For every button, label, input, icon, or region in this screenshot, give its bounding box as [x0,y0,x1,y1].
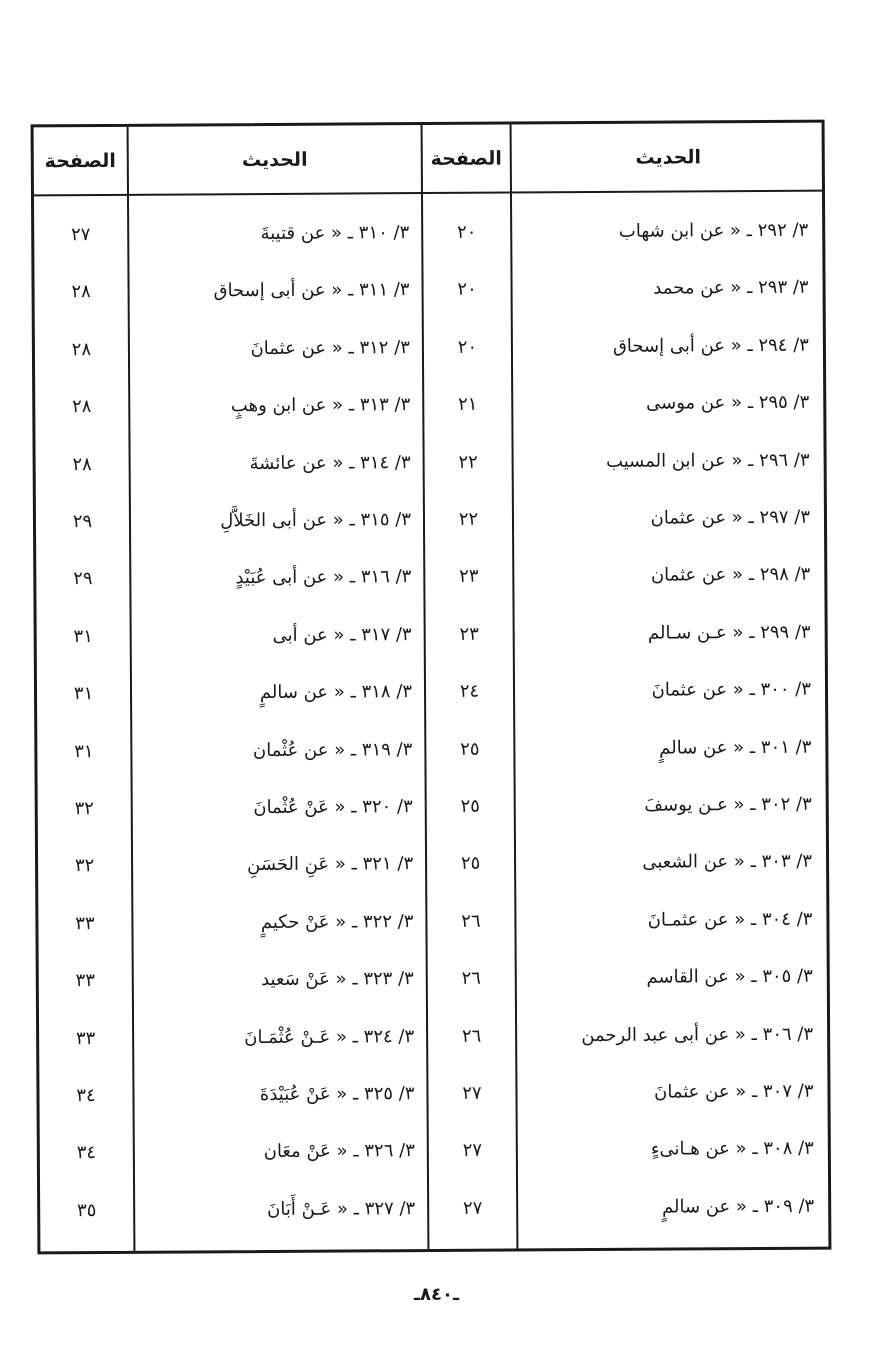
page-number-cell: ٢٥ [460,795,480,817]
table-row [38,842,826,887]
page-number-cell: ٢٥ [460,738,480,760]
hadith-cell: ٣/ ٣١٥ ـ « عن أبى الخَلاَّلِ [220,509,412,532]
hadith-cell: ٣/ ٢٩٨ ـ « عن عثمان [650,564,811,587]
hadith-cell: ٣/ ٣١٦ ـ « عن أبى عُبَيْدٍ [235,566,412,589]
page-number-cell: ٣١ [73,683,94,705]
page-number-cell: ٢٨ [71,281,91,303]
hadith-cell: ٣/ ٣١٢ ـ « عن عثمانَ [250,336,410,359]
hadith-cell: ٣/ ٢٩٦ ـ « عن ابن المسيب [605,449,810,472]
hadith-cell: ٣/ ٣٠٥ ـ « عن القاسم [646,965,813,988]
page-number-cell: ٢٨ [71,338,92,360]
page-number-cell: ٣٥ [76,1199,97,1221]
hadith-cell: ٣/ ٣٢٧ ـ « عَـنْ أَبَانَ [267,1197,416,1220]
page-number-cell: ٢٧ [462,1197,483,1219]
hadith-cell: ٣/ ٢٩٧ ـ « عن عثمان [650,506,811,529]
page-number-cell: ٢٧ [70,224,91,246]
table-row [34,211,822,256]
hadith-cell: ٣/ ٣١٠ ـ « عن قتيبةَ [260,222,410,245]
page-number-cell: ٣٤ [76,1142,97,1164]
hadith-cell: ٣/ ٣٢١ ـ « عَنِ الحَسَنِ [247,853,414,876]
page-number-cell: ٢٩ [73,568,93,590]
hadith-cell: ٣/ ٢٩٢ ـ « عن ابن شهاب [618,219,809,242]
hadith-cell: ٣/ ٢٩٤ ـ « عن أبى إسحاق [612,334,809,357]
page-number-cell: ٣١ [73,625,93,647]
page-number-cell: ٢٦ [461,910,481,932]
table-row [40,1186,828,1231]
hadith-cell: ٣/ ٣٢٦ ـ « عَنْ معَان [263,1140,415,1163]
hadith-cell: ٣/ ٣١٤ ـ « عن عائشةَ [249,451,411,474]
index-table [31,120,832,1255]
hadith-cell: ٣/ ٣٠٠ ـ « عن عثمانَ [651,678,812,701]
page-number-cell: ٢٥ [460,853,481,875]
header-divider [34,190,822,197]
hadith-cell: ٣/ ٣٠١ ـ « عن سالمٍ [659,736,812,759]
hadith-cell: ٣/ ٢٩٣ ـ « عن محمد [653,277,809,300]
table-body [34,211,822,1221]
hadith-cell: ٣/ ٣١٣ ـ « عن ابن وهبٍ [230,394,411,417]
hadith-cell: ٣/ ٣٢٢ ـ « عَنْ حكيمٍ [260,910,414,933]
hadith-cell: ٣/ ٣٢٥ ـ « عَنْ عُبَيْدَةَ [259,1083,415,1106]
header-page-right: الصفحة [430,147,502,170]
table-row [39,957,827,1002]
page-number-cell: ٢٧ [462,1140,483,1162]
page-number-cell: ٣٣ [75,1027,96,1049]
page-number: ـ٨٤٠ـ [413,1284,460,1305]
page-number-cell: ٣٢ [74,798,94,820]
page-number-cell: ٣٤ [76,1085,96,1107]
page-number-cell: ٢٨ [72,453,92,475]
table-row [40,1129,828,1174]
table-row [36,555,824,600]
table-row [35,325,823,370]
table-row [34,268,822,313]
header-hadith-right: الحديث [635,146,702,169]
table-row [38,785,826,830]
page-number-cell: ٢٠ [456,221,477,243]
table-row [36,440,824,485]
hadith-cell: ٣/ ٣٢٤ ـ « عَـنْ عُثْمَـانَ [244,1025,415,1048]
hadith-cell: ٣/ ٣٢٣ ـ « عَنْ سَعيد [260,968,414,991]
header-hadith-left: الحديث [241,148,308,172]
table-row [37,670,825,715]
header-page-left: الصفحة [44,149,116,173]
hadith-cell: ٣/ ٣٢٠ ـ « عَنْ عُثْمانَ [253,796,413,819]
page-number-cell: ٣١ [74,740,94,762]
hadith-cell: ٣/ ٢٩٥ ـ « عن موسى [646,391,810,414]
page-number-cell: ٢٦ [461,1025,482,1047]
hadith-cell: ٣/ ٣١٧ ـ « عن أبى [272,623,412,646]
table-row [35,383,823,428]
page-number-cell: ٢٢ [458,508,479,530]
hadith-cell: ٣/ ٣١٨ ـ « عن سالمٍ [259,681,413,704]
table-row [39,1014,827,1059]
hadith-cell: ٣/ ٣١١ ـ « عن أبى إسحاق [213,279,410,302]
table-row [37,612,825,657]
hadith-cell: ٣/ ٣٠٦ ـ « عن أبى عبد الرحمن [581,1023,814,1046]
hadith-cell: ٣/ ٣٠٢ ـ « عـن يوسفَ [644,793,812,816]
page-number-cell: ٢٢ [458,451,478,473]
hadith-cell: ٣/ ٣٠٨ ـ « عن هـانىءٍ [650,1138,814,1161]
hadith-cell: ٣/ ٣٠٤ ـ « عن عثمـانَ [647,908,813,931]
page-number-cell: ٢١ [458,393,478,416]
page-number-cell: ٣٢ [74,855,95,877]
hadith-cell: ٣/ ٣٠٩ ـ « عن سالمٍ [661,1195,815,1218]
page-number-cell: ٢٤ [459,680,480,703]
page-number-cell: ٣٣ [75,970,96,992]
page-number-cell: ٢٣ [459,623,479,645]
page-number-cell: ٢٠ [457,279,477,301]
page-number-cell: ٣٣ [75,912,95,934]
page-number-cell: ٢٦ [461,967,482,990]
hadith-cell: ٣/ ٣٠٣ ـ « عن الشعبى [642,851,813,874]
page-number-cell: ٢٣ [459,566,479,588]
page-number-cell: ٢٠ [457,336,478,358]
page-number-cell: ٢٧ [462,1082,482,1104]
table-row [36,498,824,543]
table-row [39,1072,827,1117]
page-number-cell: ٢٨ [72,396,92,418]
page-number-cell: ٢٩ [72,511,93,533]
hadith-cell: ٣/ ٢٩٩ ـ « عـن سـالم [647,621,811,644]
table-row [38,899,826,944]
table-row [37,727,825,772]
hadith-cell: ٣/ ٣١٩ ـ « عن عُثْمان [252,738,413,761]
hadith-cell: ٣/ ٣٠٧ ـ « عن عثمانَ [654,1080,814,1103]
